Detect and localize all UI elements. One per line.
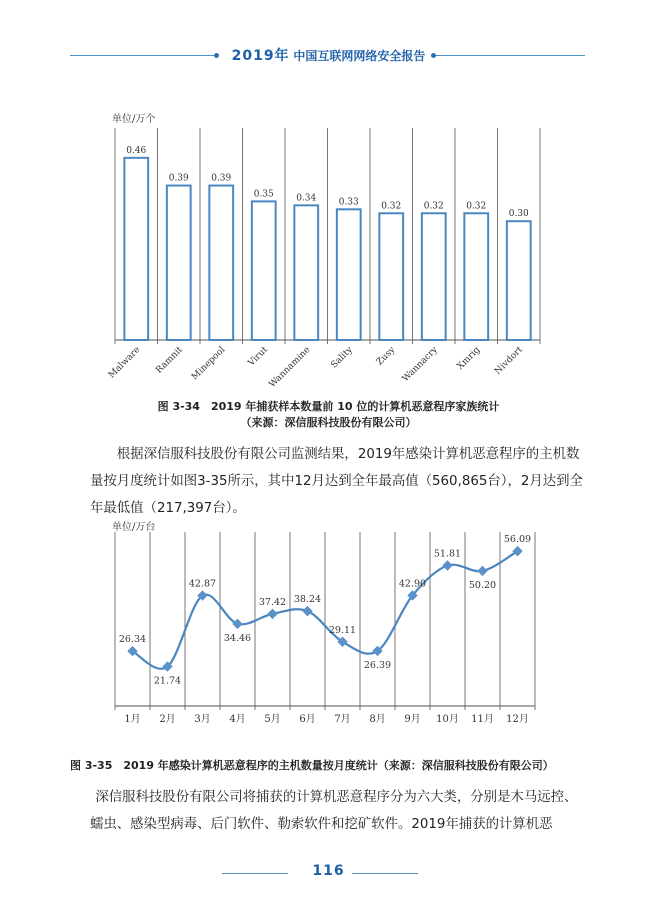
line-value-label: 34.46 [223,632,252,644]
line-point-marker [303,607,312,616]
line-category-label: 11月 [471,714,494,725]
line-category-label: 1月 [124,714,141,725]
bar-category-label: Zusy [374,345,398,368]
header-year: 2019年 [231,48,290,64]
bar-category-label: Sality [329,345,355,371]
line-value-label: 26.34 [118,634,147,646]
line-chart-monthly-infected-hosts [0,518,657,748]
line-value-label: 42.90 [398,578,427,590]
bar-value-label: 0.39 [168,173,189,184]
line-value-label: 29.11 [328,624,357,636]
bar-category-label: Virut [246,345,270,369]
bar-value-label: 0.32 [466,201,487,212]
figure1-caption-line1: 图 3-34 2019 年捕获样本数量前 10 位的计算机恶意程序家族统计 [157,400,500,413]
line-category-label: 10月 [436,714,459,725]
line-value-label: 38.24 [293,594,322,606]
line-value-label: 42.87 [188,578,217,590]
line-category-label: 8月 [369,714,386,725]
bar-category-label: Nivdort [493,345,525,377]
page-number: 116 [312,863,345,879]
bar-category-label: Malware [106,345,143,381]
bar [209,186,233,340]
bar [124,158,148,340]
bar-value-label: 0.34 [296,193,317,204]
bar-category-label: Wannamine [267,345,313,390]
line-category-label: 2月 [159,714,176,725]
bar-category-label: Wannacry [400,345,440,385]
line-value-label: 51.81 [433,548,462,560]
header-title: 中国互联网网络安全报告 [293,49,426,63]
line-category-label: 5月 [264,714,281,725]
bar [379,213,403,340]
bar [294,205,318,340]
line-category-label: 7月 [334,714,351,725]
line-category-label: 3月 [194,714,211,725]
bar-category-label: Xmrig [455,345,483,372]
bar [464,213,488,340]
line-category-label: 6月 [299,714,316,725]
paragraph-monthly-summary: 根据深信服科技股份有限公司监测结果，2019年感染计算机恶意程序的主机数量按月度统计如图3-35所示，其中12月达到全年最高值（560,865台），2月达到全年最低值（217,397台）。 [90,447,583,516]
bar-value-label: 0.32 [423,201,444,212]
paragraph-malware-categories: 深信服科技股份有限公司将捕获的计算机恶意程序分为六大类，分别是木马远控、蠕虫、感染型病毒、后门软件、勒索软件和挖矿软件。2019年捕获的计算机恶 [90,790,578,832]
line-category-label: 9月 [404,714,421,725]
figure1-caption-line2: （来源：深信服科技股份有限公司） [240,416,417,429]
bar-value-label: 0.30 [508,209,529,220]
line-point-marker [478,566,487,575]
line-chart-unit-label: 单位/万台 [112,522,156,533]
bar-value-label: 0.32 [381,201,402,212]
bar-value-label: 0.39 [211,173,232,184]
running-header [0,45,657,65]
line-value-label: 50.20 [468,579,497,591]
bar-value-label: 0.46 [126,145,147,156]
line-category-label: 4月 [229,714,246,725]
line-value-label: 56.09 [503,534,532,546]
line-category-label: 12月 [506,714,529,725]
line-value-label: 26.39 [363,659,392,671]
bar [422,213,446,340]
line-point-marker [443,561,452,570]
bar [337,209,361,340]
bar [167,186,191,340]
bar [252,201,276,340]
line-value-label: 37.42 [258,596,287,608]
bar-value-label: 0.35 [253,189,274,200]
line-point-marker [268,609,277,618]
line-point-marker [233,619,242,628]
line-value-label: 21.74 [153,675,182,687]
bar-category-label: Minepool [190,345,228,383]
bar-category-label: Ramnit [154,345,185,376]
figure2-caption: 图 3-35 2019 年感染计算机恶意程序的主机数量按月度统计（来源：深信服科技股份有限公司） [70,759,554,772]
bar-value-label: 0.33 [338,197,359,208]
bar [507,221,531,340]
bar-chart-unit-label: 单位/万个 [112,114,156,125]
